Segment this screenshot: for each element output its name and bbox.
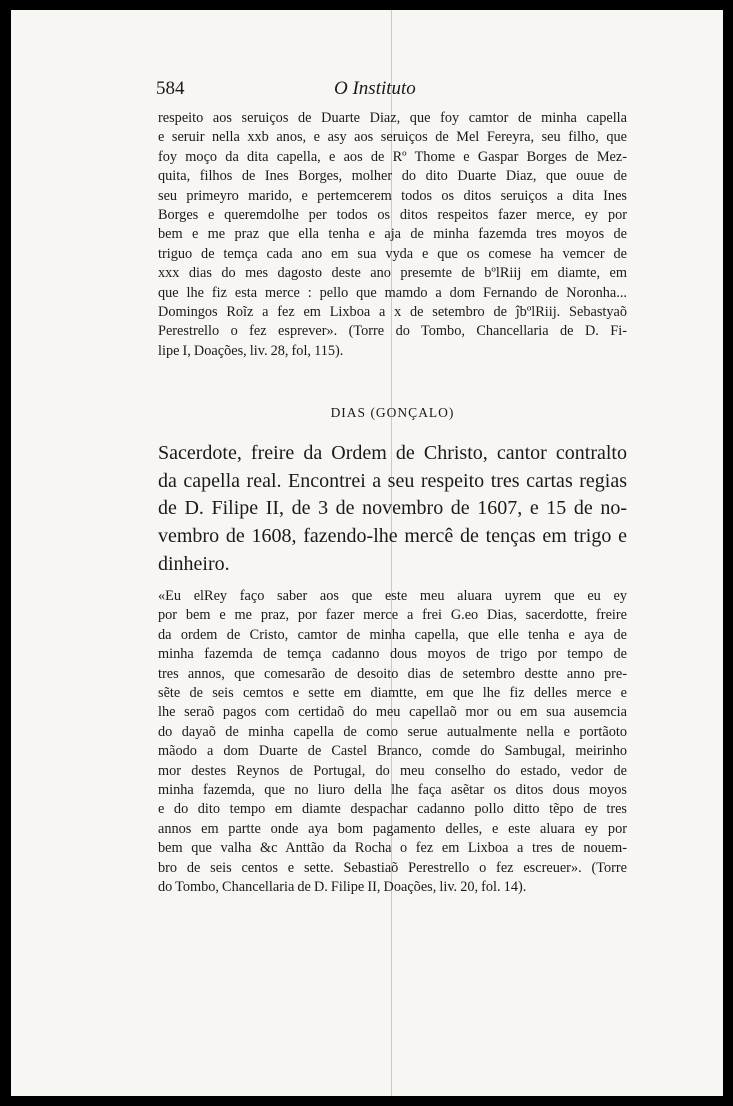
text-line: xxx dias do mes dagosto deste ano presemte de bºlRiij em diamte, em [158, 265, 627, 282]
text-line: «Eu elRey faço saber aos que este meu aluara uyrem que eu ey [158, 588, 627, 604]
text-line: mor destes Reynos de Portugal, do meu conselho do estado, vedor de [158, 762, 627, 779]
text-line: Domingos Roĩz a fez em Lixboa a x de setembro de ĵbºlRiij. Sebastyaõ [158, 304, 627, 321]
text-line: bro de seis centos e sette. Sebastiaõ Perestrello o fez escreuer». (Torre [158, 859, 627, 876]
text-line: triguo de temça cada ano em sua vyda e que os comese ha vemcer de [158, 245, 627, 262]
text-line: foy moço da dita capella, e aos de Rº Thome e Gaspar Borges de Mez- [158, 148, 627, 165]
text-line: lhe seraõ pagos com certidaõ do meu capellaõ mor ou em sua ausemcia [158, 704, 627, 721]
page-number: 584 [156, 78, 185, 99]
text-line: Sacerdote, freire da Ordem de Christo, cantor contralto [158, 442, 627, 464]
text-line: sẽte de seis cemtos e sette em diamtte, em que lhe fiz delles merce e [158, 685, 627, 702]
paragraph-document-excerpt-2 [158, 587, 627, 898]
text-line: Perestrello o fez esprever». (Torre do Tombo, Chancellaria de D. Fi- [158, 323, 627, 340]
text-line: e do dito tempo em diamte despachar cadanno pollo ditto tẽpo de tres [158, 801, 627, 818]
text-line: vembro de 1608, fazendo-lhe mercê de tenças em trigo e [158, 525, 627, 548]
page-header [156, 78, 488, 102]
text-line: annos em partte onde aya bom pagamento delles, e este aluara ey por [158, 820, 627, 837]
text-line: que lhe fiz esta merce : pello que mamdo a dom Fernando de Noronha... [158, 284, 627, 301]
text-line: por bem e me praz, por fazer merce a frei G.eo Dias, sacerdotte, freire [158, 607, 627, 624]
text-line: bem e me praz que ella tenha e aja de minha fazemda tres moyos de [158, 226, 627, 243]
text-line: e seruir nella xxb anos, e asy aos seruiços de Mel Fereyra, seu filho, que [158, 129, 627, 146]
book-page [11, 10, 723, 1096]
text-line: do dayaõ de minha capella de como serue autualmente nella e portãoto [158, 723, 627, 740]
paragraph-biography [158, 440, 627, 579]
text-line: mãodo a dom Duarte de Castel Branco, comde do Sambugal, meirinho [158, 743, 627, 760]
running-title: O Instituto [334, 78, 416, 99]
text-line: lipe I, Doações, liv. 28, fol, 115). [158, 342, 344, 359]
text-line: do Tombo, Chancellaria de D. Filipe II, Doações, liv. 20, fol. 14). [158, 879, 527, 896]
text-line: de D. Filipe II, de 3 de novembro de 1607, e 15 de no- [158, 497, 627, 520]
text-line: Borges e queremdolhe per todos os ditos respeitos fazer merce, ey por [158, 207, 627, 224]
text-line: da capella real. Encontrei a seu respeito tres cartas regias [158, 469, 627, 492]
text-line: da ordem de Cristo, camtor de minha capella, que elle tenha e aya de [158, 626, 627, 643]
paragraph-document-excerpt-1 [158, 109, 627, 361]
text-line: quita, filhos de Ines Borges, molher do dito Duarte Diaz, que ouue de [158, 168, 627, 185]
text-line: minha fazemda de temça cadanno dous moyos de trigo por tempo de [158, 646, 627, 663]
text-line: minha fazemda, que no liuro della lhe faça asẽtar os ditos dous moyos [158, 782, 627, 799]
text-line: bem que valha &c Anttão da Rocha o fez em Lixboa a tres de nouem- [158, 840, 627, 857]
text-line: dinheiro. [158, 552, 230, 575]
text-line: tres annos, que comesarão de desoito dias de setembro destte anno pre- [158, 665, 627, 682]
text-line: seu primeyro marido, e pertemcerem todos os ditos seruiços a dita Ines [158, 187, 627, 204]
text-line: respeito aos seruiços de Duarte Diaz, que foy camtor de minha capella [158, 110, 627, 126]
section-heading: DIAS (GONÇALO) [330, 405, 455, 420]
